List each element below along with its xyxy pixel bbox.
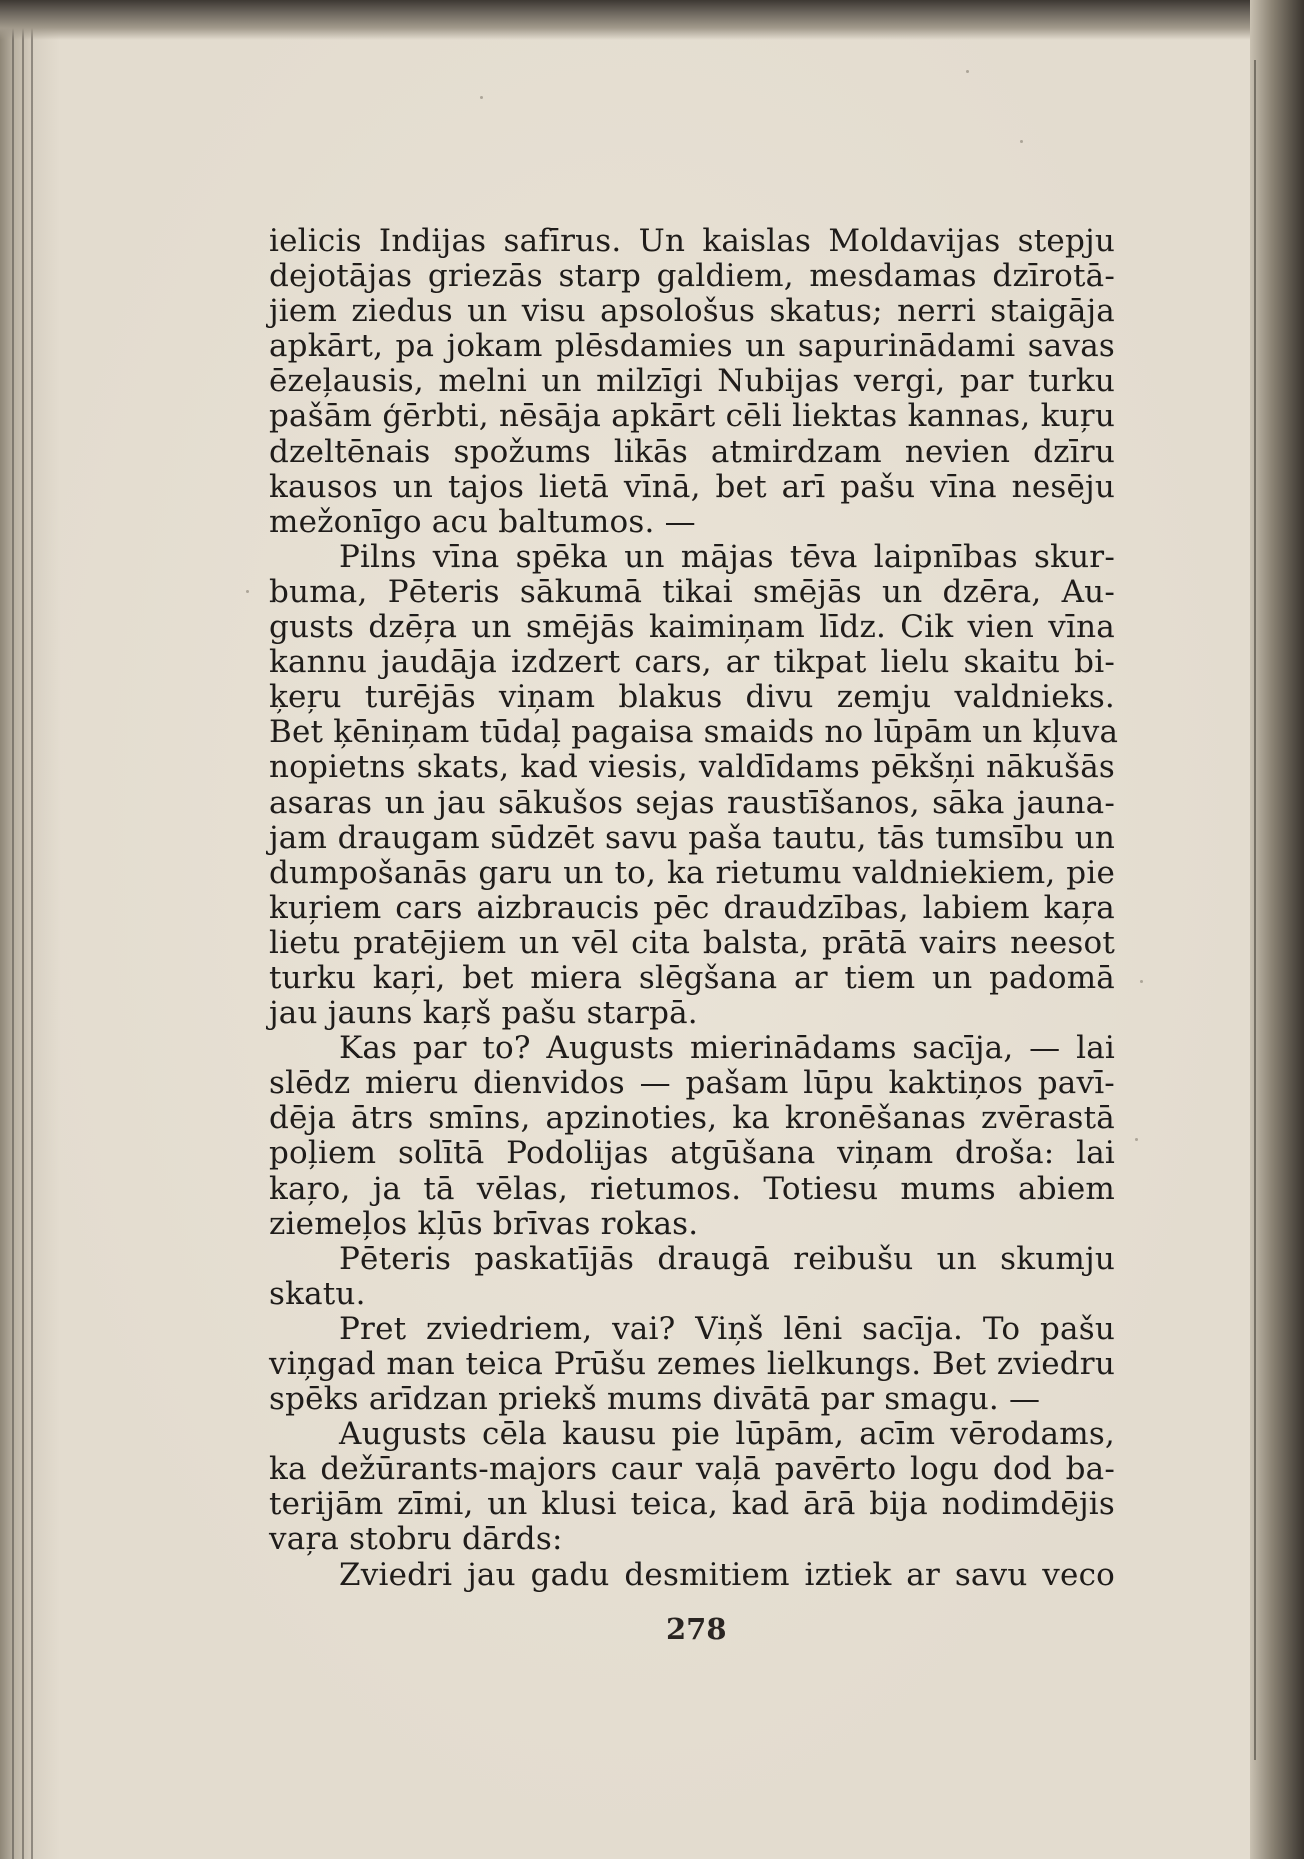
text-line: dumpošanās garu un to, ka rietumu valdniekiem, pie xyxy=(269,854,1115,891)
text-line: spēks arīdzan priekš mums divātā par smagu. — xyxy=(269,1381,1041,1418)
text-line: jau jauns kaŗš pašu starpā. xyxy=(269,995,698,1032)
text-line: nopietns skats, kad viesis, valdīdams pēkšņi nākušās xyxy=(269,749,1115,786)
paper-speck xyxy=(480,96,483,99)
text-line: Pret zviedriem, vai? Viņš lēni sacīja. To pašu xyxy=(339,1310,1115,1347)
text-line: kuŗiem cars aizbraucis pēc draudzības, labiem kaŗa xyxy=(269,889,1115,926)
text-line: asaras un jau sākušos sejas raustīšanos, sāka jauna- xyxy=(269,784,1115,821)
paper-speck xyxy=(1135,1138,1138,1141)
book-binding-edge xyxy=(0,0,34,1859)
paper-speck xyxy=(246,590,249,593)
binding-line xyxy=(31,0,33,1859)
text-line: jam draugam sūdzēt savu paša tautu, tās tumsību un xyxy=(269,819,1115,856)
page-top-edge xyxy=(0,0,1304,40)
paper-speck xyxy=(1020,140,1023,143)
text-line: viņgad man teica Prūšu zemes lielkungs. Bet zviedru xyxy=(269,1346,1115,1382)
text-line: gusts dzēŗa un smējās kaimiņam līdz. Cik vien vīna xyxy=(269,609,1115,646)
paper-speck xyxy=(966,70,969,73)
text-line: vaŗa stobru dārds: xyxy=(269,1521,563,1558)
text-line: Augusts cēla kausu pie lūpām, acīm vērodams, xyxy=(339,1416,1115,1453)
text-line: slēdz mieru dienvidos — pašam lūpu kaktiņos pavī- xyxy=(269,1065,1115,1102)
text-line: Bet ķēniņam tūdaļ pagaisa smaids no lūpām un kļuva xyxy=(269,714,1119,751)
text-line: mežonīgo acu baltumos. — xyxy=(269,503,696,540)
text-line: jiem ziedus un visu apsološus skatus; nerri staigāja xyxy=(269,293,1115,330)
text-line: Pilns vīna spēka un mājas tēva laipnības skur- xyxy=(339,538,1115,575)
text-line: ka dežūrants-majors caur vaļā pavērto logu dod ba- xyxy=(269,1451,1115,1488)
page-number: 278 xyxy=(666,1612,727,1646)
text-line: dejotājas griezās starp galdiem, mesdamas dzīrotā- xyxy=(269,258,1115,295)
text-line: apkārt, pa jokam plēsdamies un sapurinādami savas xyxy=(269,328,1115,365)
text-line: Kas par to? Augusts mierinādams sacīja, — lai xyxy=(339,1030,1115,1067)
binding-line xyxy=(22,0,24,1859)
text-line: dēja ātrs smīns, apzinoties, ka kronēšanas zvērastā xyxy=(269,1100,1115,1137)
text-line: terijām zīmi, un klusi teica, kad ārā bija nodimdējis xyxy=(269,1486,1115,1523)
text-line: ielicis Indijas safīrus. Un kaislas Moldavijas stepju xyxy=(269,223,1115,259)
text-line: ķeŗu turējās viņam blakus divu zemju valdnieks. xyxy=(269,679,1115,716)
page-right-edge xyxy=(1250,0,1304,1859)
text-line: Pēteris paskatījās draugā reibušu un skumju xyxy=(339,1240,1115,1277)
text-line: kannu jaudāja izdzert cars, ar tikpat lielu skaitu bi- xyxy=(269,644,1115,681)
text-line: ziemeļos kļūs brīvas rokas. xyxy=(269,1205,699,1242)
text-line: dzeltēnais spožums likās atmirdzam nevien dzīru xyxy=(269,433,1115,470)
text-line: skatu. xyxy=(269,1275,366,1312)
page-fold-line xyxy=(1254,60,1256,1760)
paper-speck xyxy=(1140,980,1143,983)
binding-line xyxy=(12,0,14,1859)
text-line: poļiem solītā Podolijas atgūšana viņam droša: lai xyxy=(269,1135,1115,1172)
text-line: kaŗo, ja tā vēlas, rietumos. Totiesu mums abiem xyxy=(269,1170,1115,1207)
text-line: kausos un tajos lietā vīnā, bet arī pašu vīna nesēju xyxy=(269,468,1115,505)
text-line: ēzeļausis, melni un milzīgi Nubijas vergi, par turku xyxy=(269,363,1115,400)
text-line: lietu pratējiem un vēl cita balsta, prātā vairs neesot xyxy=(269,924,1115,961)
text-line: buma, Pēteris sākumā tikai smējās un dzēra, Au- xyxy=(269,573,1115,610)
text-line: turku kaŗi, bet miera slēgšana ar tiem un padomā xyxy=(269,959,1115,996)
text-line: pašām ģērbti, nēsāja apkārt cēli liektas kannas, kuŗu xyxy=(269,398,1115,435)
body-text xyxy=(269,223,1119,1593)
text-line: Zviedri jau gadu desmitiem iztiek ar savu veco xyxy=(339,1556,1115,1593)
